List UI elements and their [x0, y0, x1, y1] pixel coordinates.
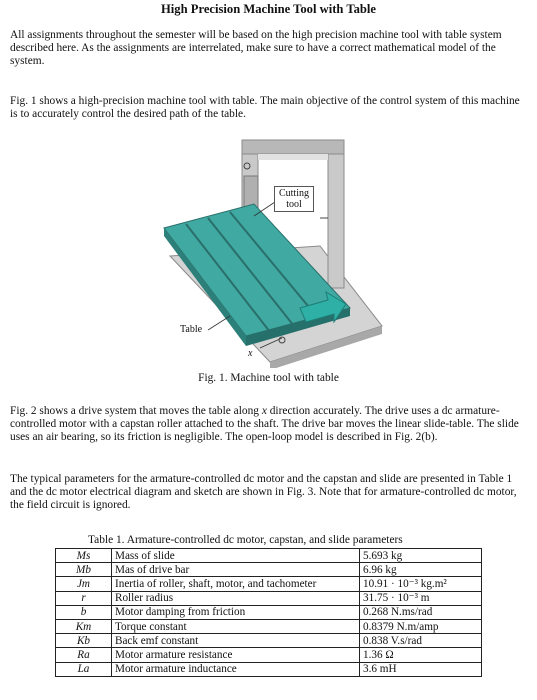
param-description: Inertia of roller, shaft, motor, and tachometer — [112, 577, 360, 591]
table-row — [56, 634, 482, 648]
fig2-text-a: Fig. 2 shows a drive system that moves the table along — [10, 405, 262, 417]
param-value: 0.8379 N.m/amp — [360, 619, 482, 633]
param-symbol: b — [56, 605, 112, 619]
machine-tool-figure — [150, 136, 400, 368]
x-axis-label: x — [248, 348, 253, 359]
table-row — [56, 648, 482, 662]
table-row — [56, 605, 482, 619]
intro-paragraph: All assignments throughout the semester will be based on the high precision machine tool with table system described here. As the assignments are interrelated, make sure to have a correct mathematical model of the system. — [10, 29, 502, 68]
document-title: High Precision Machine Tool with Table — [161, 2, 376, 16]
parameters-table — [55, 548, 482, 677]
fig2-paragraph — [10, 405, 524, 445]
param-symbol: r — [56, 591, 112, 605]
param-description: Motor armature resistance — [112, 648, 360, 662]
param-description: Motor damping from friction — [112, 605, 360, 619]
param-symbol: Ra — [56, 648, 112, 662]
cutting-tool-label: Cutting tool — [274, 186, 314, 212]
param-description: Back emf constant — [112, 634, 360, 648]
param-description: Mass of slide — [112, 549, 360, 563]
param-value: 0.838 V.s/rad — [360, 634, 482, 648]
figure-caption: Fig. 1. Machine tool with table — [198, 372, 339, 384]
param-value: 6.96 kg — [360, 563, 482, 577]
param-value: 0.268 N.ms/rad — [360, 605, 482, 619]
param-symbol: Km — [56, 619, 112, 633]
fig2-text-x: x — [261, 405, 267, 417]
param-value: 3.6 mH — [360, 662, 482, 676]
param-value: 1.36 Ω — [360, 648, 482, 662]
param-value: 5.693 kg — [360, 549, 482, 563]
param-value: 31.75 · 10⁻³ m — [360, 591, 482, 605]
param-description: Motor armature inductance — [112, 662, 360, 676]
param-description: Mas of drive bar — [112, 563, 360, 577]
frame-inner-beam — [258, 154, 328, 160]
param-symbol: Jm — [56, 577, 112, 591]
param-description: Roller radius — [112, 591, 360, 605]
table-row — [56, 549, 482, 563]
table-title: Table 1. Armature-controlled dc motor, capstan, and slide parameters — [88, 534, 403, 546]
fig2-text-b: direction accurately. The drive uses a dc armature-controlled motor with a capstan roller attached to the shaft. The drive bar moves the linear slide-table. The slide uses an air bearing, so its friction is negligible. The open-loop model is described in Fig. 2(b). — [10, 405, 519, 444]
table-row — [56, 577, 482, 591]
param-description: Torque constant — [112, 619, 360, 633]
param-symbol: La — [56, 662, 112, 676]
spindle-head — [244, 176, 258, 208]
param-symbol: Kb — [56, 634, 112, 648]
frame-right-column — [328, 148, 344, 288]
table-leader — [208, 316, 230, 330]
table-label: Table — [180, 324, 203, 335]
param-value: 10.91 · 10⁻³ kg.m² — [360, 577, 482, 591]
table-row — [56, 619, 482, 633]
param-symbol: Mb — [56, 563, 112, 577]
fig1-paragraph: Fig. 1 shows a high-precision machine tool with table. The main objective of the control system of this machine is to accurately control the desired path of the table. — [10, 95, 520, 121]
parameters-paragraph: The typical parameters for the armature-controlled dc motor and the capstan and slide are presented in Table 1 and the dc motor electrical diagram and sketch are shown in Fig. 3. Note that for armature-controlled dc motor, the field circuit is ignored. — [10, 473, 517, 512]
table-row — [56, 662, 482, 676]
frame-top-beam — [242, 140, 344, 154]
table-row — [56, 591, 482, 605]
table-row — [56, 563, 482, 577]
param-symbol: Ms — [56, 549, 112, 563]
